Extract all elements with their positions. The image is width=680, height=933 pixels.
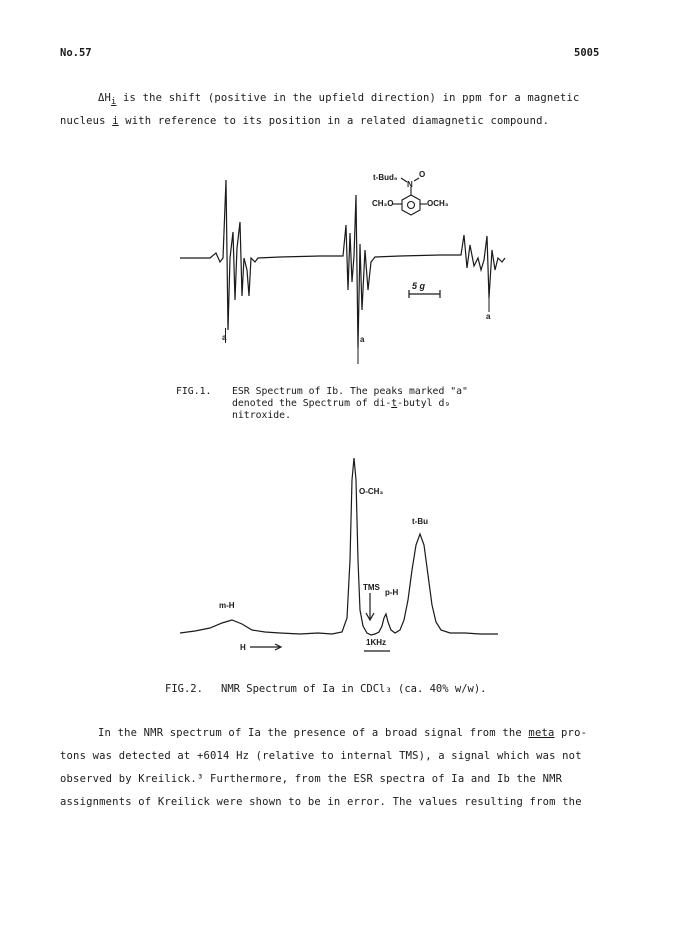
fig2-caption: NMR Spectrum of Ia in CDCl₃ (ca. 40% w/w). <box>221 683 487 695</box>
fig1-caption-line-1: ESR Spectrum of Ib. The peaks marked "a" <box>232 386 468 397</box>
delta-h-subscript: i <box>111 97 117 108</box>
esr-spectrum-figure <box>0 0 680 380</box>
peak-label-a-3: a <box>486 312 491 321</box>
structure-oxygen: O <box>419 170 426 179</box>
structure-ch3o: CH₃O <box>372 199 394 208</box>
body-line-2: tons was detected at +6014 Hz (relative to internal TMS), a signal which was not <box>60 750 582 762</box>
body-line-4: assignments of Kreilick were shown to be in error. The values resulting from the <box>60 796 582 808</box>
intro-line-2: nucleus i with reference to its position in a related diamagnetic compound. <box>60 115 550 127</box>
peak-label-a-2: a <box>360 335 365 344</box>
fig1-caption-id: FIG.1. <box>176 386 212 397</box>
page-number: 5005 <box>574 47 600 59</box>
label-ph: p-H <box>385 588 399 597</box>
issue-number: No.57 <box>60 47 92 59</box>
body-line-1: In the NMR spectrum of Ia the presence of a broad signal from the meta pro- <box>98 727 588 739</box>
nmr-spectrum-figure <box>0 440 680 680</box>
peak-label-a-1: a <box>222 333 227 342</box>
body-line-3: observed by Kreilick.³ Furthermore, from the ESR spectra of Ia and Ib the NMR <box>60 773 563 785</box>
label-mh: m-H <box>219 601 235 610</box>
label-tbu: t-Bu <box>412 517 428 526</box>
label-h: H <box>240 643 246 652</box>
structure-tbu: t-Bud₉ <box>373 173 398 182</box>
esr-trace <box>180 180 505 348</box>
nmr-scale-label: 1KHz <box>366 638 387 647</box>
label-och3: O-CH₃ <box>359 487 384 496</box>
label-tms: TMS <box>363 583 380 592</box>
fig1-caption-line-3: nitroxide. <box>232 410 291 421</box>
esr-scale-label: 5 g <box>412 281 426 291</box>
structure-nitrogen: N <box>407 180 413 189</box>
delta-h-symbol: ΔH <box>98 92 112 104</box>
fig2-caption-id: FIG.2. <box>165 683 203 695</box>
structure-och3: OCH₃ <box>427 199 449 208</box>
fig1-caption-line-2: denoted the Spectrum of di-t-butyl d₉ <box>232 398 451 409</box>
intro-line-1: $\Delta H_i$ is the shift (positive in the upfield direction) in ppm for a magnetic <box>98 92 580 108</box>
